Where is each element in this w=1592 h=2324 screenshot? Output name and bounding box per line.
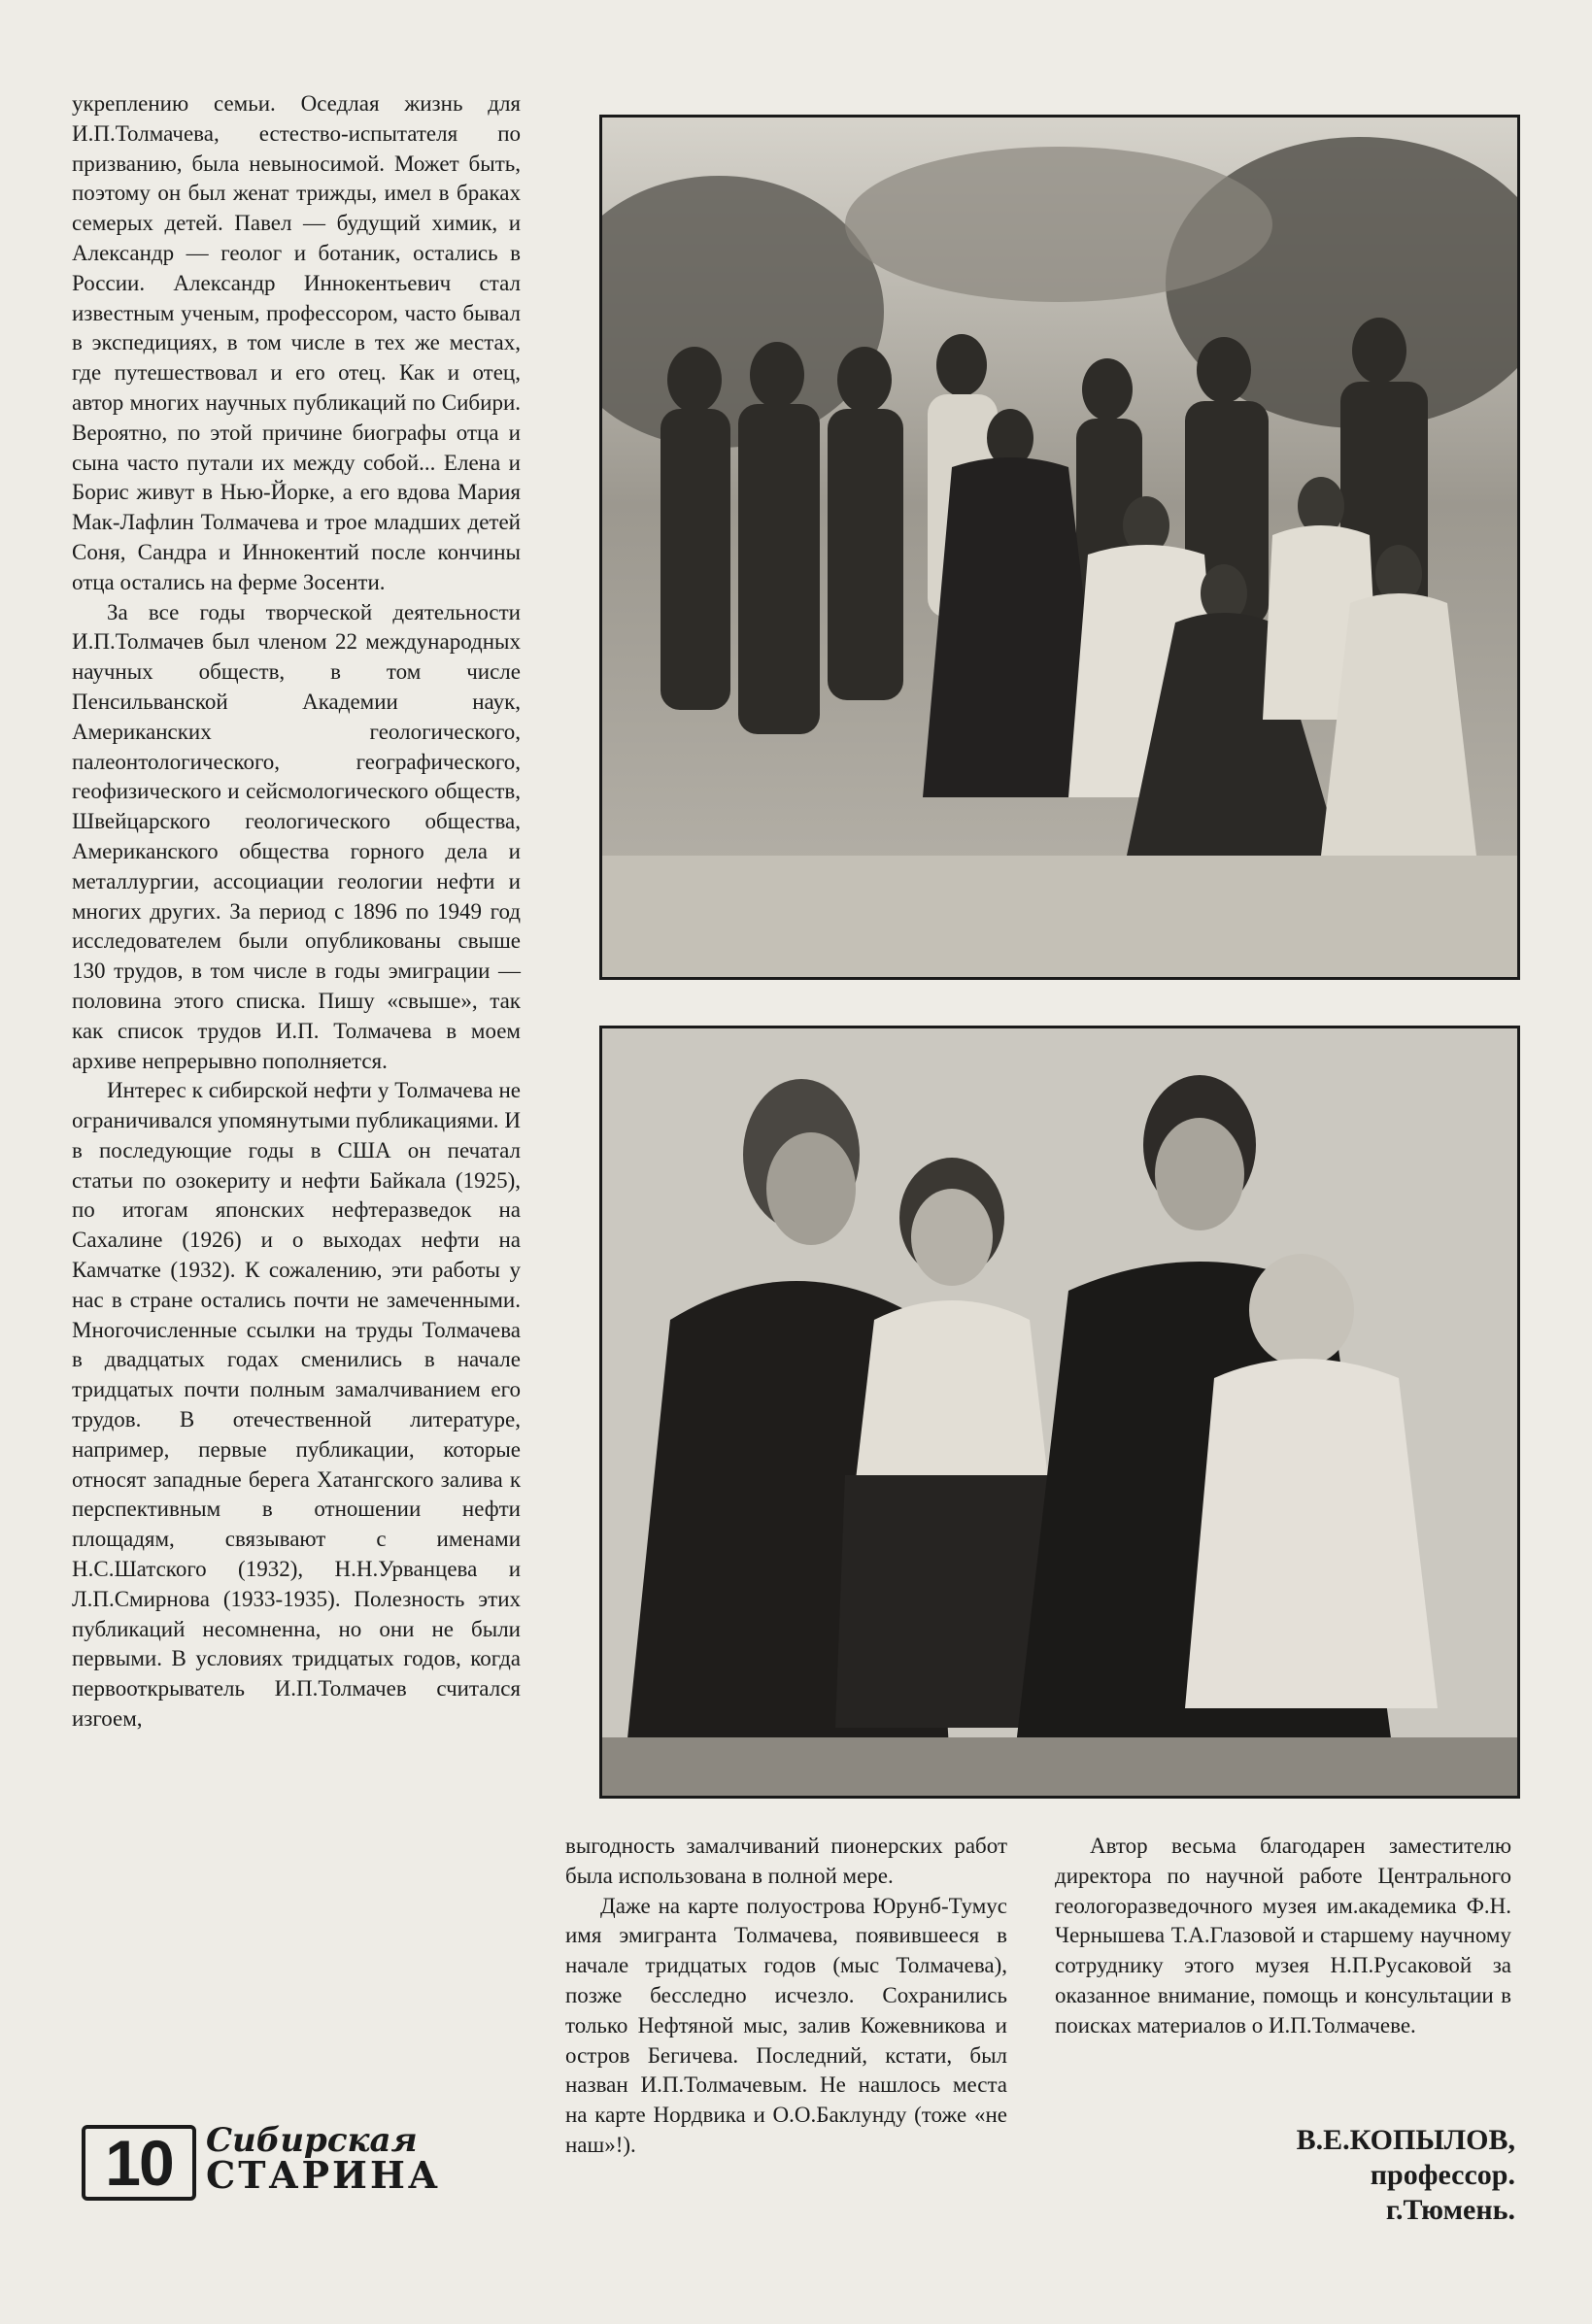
author-city: г.Тюмень.: [1385, 2194, 1515, 2226]
acknowledgement-paragraph: Автор весьма благодарен заместителю директора по научной работе Центрального геологоразведочного музея им.академика Ф.Н. Чернышева Т.А.Глазовой и старшему научному сотруднику этого музея Н.П.Русаковой за оказанное внимание, помощь и консультации в поисках материалов о И.П.Толмачеве.: [1055, 1834, 1511, 2038]
magazine-logo: [206, 2121, 441, 2197]
paragraph: За все годы творческой деятельности И.П.Толмачев был членом 22 международных научных обществ, в том числе Пенсильванской Академии наук, Американских геологического, палеонтологического, географического, геофизического и сейсмологического обществ, Швейцарского геологического общества, Американского общества горного дела и металлургии, ассоциации геологии нефти и многих других. За период с 1896 по 1949 год исследователем были опубликованы свыше 130 трудов, в том числе в годы эмиграции — половина этого списка. Пишу «свыше», так как список трудов И.П. Толмачева в моем архиве непрерывно пополняется.: [72, 599, 521, 1073]
paragraph: Интерес к сибирской нефти у Толмачева не ограничивался упомянутыми публикациями. И в последующие годы в США он печатал статьи по озокериту и нефти Байкала (1925), по итогам японских нефтеразведок на Сахалине (1926) и о выходах нефти на Камчатке (1932). К сожалению, эти работы у нас в стране остались почти не замеченными. Многочисленные ссылки на труды Толмачева в двадцатых годах сменились в начале тридцатых почти полным замалчиванием его трудов. В отечественной литературе, например, первые публикации, которые относят западные берега Хатангского залива к перспективным в отношении нефти площадям, связывают с именами Н.С.Шатского (1932), Н.Н.Урванцева и Л.П.Смирнова (1933-1935). Полезность этих публикаций несомненна, но они не были первыми. В условиях тридцатых годов, когда первооткрыватель И.П.Толмачев считался изгоем,: [72, 1078, 521, 1732]
left-text-column: [72, 89, 521, 1735]
group-photo: [599, 115, 1520, 980]
author-name: В.Е.КОПЫЛОВ,: [1296, 2124, 1515, 2156]
middle-text-column: [565, 1832, 1007, 2161]
page-number: 10: [82, 2125, 196, 2201]
author-signature: [1059, 2123, 1515, 2228]
group-photo-image: [602, 118, 1517, 977]
family-photo: [599, 1026, 1520, 1799]
family-photo-image: [602, 1028, 1517, 1796]
paragraph: выгодность замалчиваний пионерских работ была использована в полной мере.: [565, 1834, 1007, 1888]
acknowledgement-column: [1055, 1832, 1511, 2041]
magazine-title-line2: СТАРИНА: [206, 2153, 441, 2197]
author-title: профессор.: [1370, 2159, 1515, 2191]
page-footer: [82, 2119, 441, 2199]
paragraph: Даже на карте полуострова Юрунб-Тумус имя эмигранта Толмачева, появившееся в начале тридцатых годов (мыс Толмачева), позже бесследно исчезло. Сохранились только Нефтяной мыс, залив Кожевникова и остров Бегичева. Последний, кстати, был назван И.П.Толмачевым. Не нашлось места на карте Нордвика и О.О.Баклунду (тоже «не наш»!).: [565, 1893, 1007, 2157]
paragraph: укреплению семьи. Оседлая жизнь для И.П.Толмачева, естество-испытателя по призванию, была невыносимой. Может быть, поэтому он был женат трижды, имел в браках семерых детей. Павел — будущий химик, и Александр — геолог и ботаник, остались в России. Александр Иннокентьевич стал известным ученым, профессором, часто бывал в экспедициях, в том числе в тех же местах, где путешествовал и его отец. Как и отец, автор многих научных публикаций по Сибири. Вероятно, по этой причине биографы отца и сына часто путали их между собой... Елена и Борис живут в Нью-Йорке, а его вдова Мария Мак-Лафлин Толмачева и трое младших детей Соня, Сандра и Иннокентий после кончины отца остались на ферме Зосенти.: [72, 91, 521, 594]
magazine-title-line1: Сибирская: [206, 2121, 418, 2160]
